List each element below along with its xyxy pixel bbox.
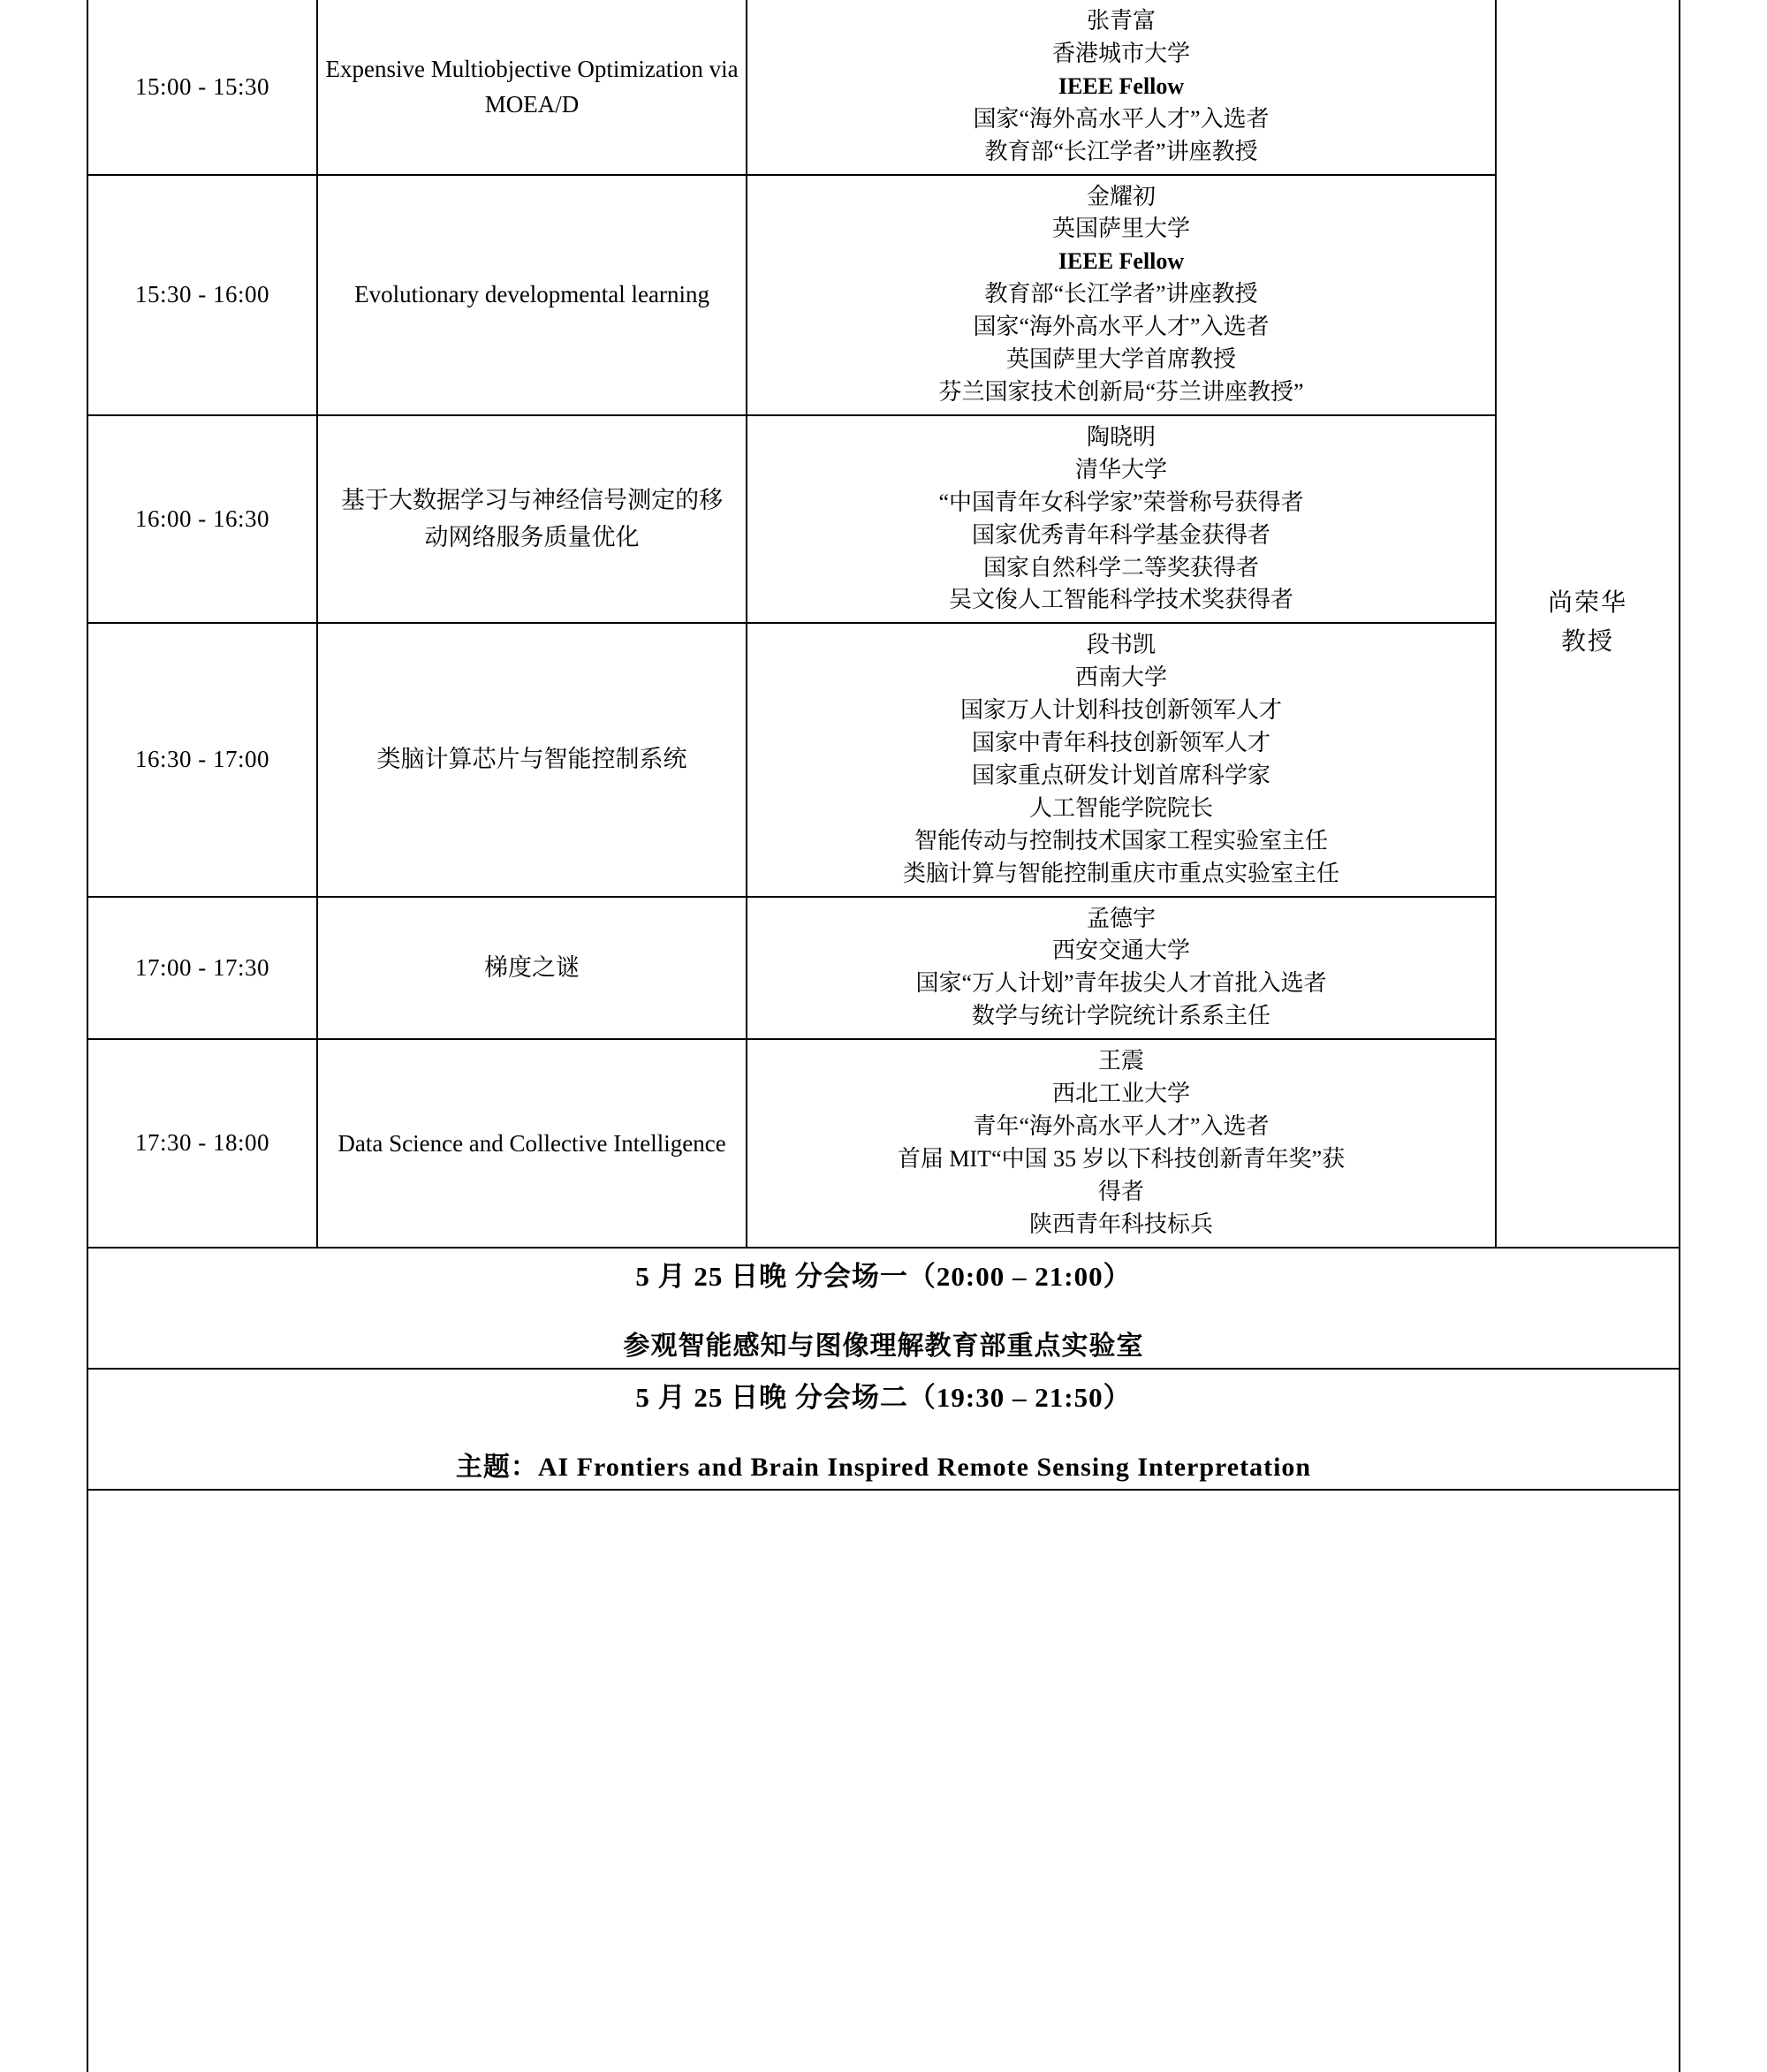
cell-title: 类脑计算芯片与智能控制系统 <box>317 623 747 896</box>
speaker-line: 国家自然科学二等奖获得者 <box>983 554 1260 581</box>
speaker-line: 英国萨里大学 <box>1052 216 1191 242</box>
speaker-line: 西南大学 <box>1075 664 1168 691</box>
speaker-line: 西北工业大学 <box>1052 1081 1191 1107</box>
cell-time: 15:30 - 16:00 <box>87 175 317 415</box>
cell-title: Expensive Multiobjective Optimization via MOEA/D <box>317 0 747 175</box>
table-row <box>87 0 1680 175</box>
speaker-line: 陶晓明 <box>1087 423 1157 450</box>
speaker-line: 教育部“长江学者”讲座教授 <box>984 138 1258 164</box>
cell-speaker <box>747 897 1496 1040</box>
table-row <box>87 415 1680 623</box>
session-band-row <box>87 1248 1680 1369</box>
speaker-line: 王震 <box>1098 1048 1145 1074</box>
table-row <box>87 897 1680 1040</box>
speaker-line: 国家“万人计划”青年拔尖人才首批入选者 <box>915 970 1327 997</box>
cell-time: 15:00 - 15:30 <box>87 0 317 175</box>
cell-speaker <box>747 623 1496 896</box>
cell-time: 16:30 - 17:00 <box>87 623 317 896</box>
speaker-line: “中国青年女科学家”荣誉称号获得者 <box>938 489 1304 515</box>
cell-title: 基于大数据学习与神经信号测定的移动网络服务质量优化 <box>317 415 747 623</box>
speaker-line: 智能传动与控制技术国家工程实验室主任 <box>914 827 1329 854</box>
cell-time: 17:30 - 18:00 <box>87 1039 317 1247</box>
session-band <box>87 1248 1680 1369</box>
host-title: 教授 <box>1560 628 1614 657</box>
cell-speaker <box>747 415 1496 623</box>
speaker-line: 国家优秀青年科学基金获得者 <box>972 521 1271 548</box>
speaker-line: 英国萨里大学首席教授 <box>1006 346 1237 373</box>
speaker-line: 青年“海外高水平人才”入选者 <box>973 1113 1270 1139</box>
speaker-line: 张青富 <box>1087 8 1157 34</box>
speaker-line: 陕西青年科技标兵 <box>1029 1211 1214 1237</box>
speaker-line: 清华大学 <box>1075 456 1168 482</box>
speaker-line: 国家万人计划科技创新领军人才 <box>960 697 1283 724</box>
cell-title: Data Science and Collective Intelligence <box>317 1039 747 1247</box>
speaker-line: 教育部“长江学者”讲座教授 <box>984 281 1258 307</box>
cell-speaker <box>747 0 1496 175</box>
table-row <box>87 1039 1680 1247</box>
speaker-line: 得者 <box>1098 1178 1145 1204</box>
speaker-line: 孟德宇 <box>1087 905 1157 931</box>
speaker-line: 国家“海外高水平人才”入选者 <box>973 105 1270 132</box>
cell-time: 16:00 - 16:30 <box>87 415 317 623</box>
cell-title: Evolutionary developmental learning <box>317 175 747 415</box>
speaker-line: IEEE Fellow <box>1058 72 1185 99</box>
speaker-line: 首届 MIT“中国 35 岁以下科技创新青年奖”获 <box>897 1145 1346 1172</box>
agenda-table <box>87 0 1680 1491</box>
table-row <box>87 623 1680 896</box>
session-band-heading: 5 月 25 日晚 分会场二（19:30 – 21:50） <box>635 1381 1132 1413</box>
cell-time: 17:00 - 17:30 <box>87 897 317 1040</box>
cell-host <box>1496 0 1680 1248</box>
speaker-line: 国家中青年科技创新领军人才 <box>972 730 1271 756</box>
speaker-line: 数学与统计学院统计系系主任 <box>972 1003 1271 1029</box>
session-band-subheading: 参观智能感知与图像理解教育部重点实验室 <box>623 1331 1144 1361</box>
cell-speaker <box>747 1039 1496 1247</box>
speaker-line: 人工智能学院院长 <box>1029 794 1214 821</box>
speaker-line: 香港城市大学 <box>1052 40 1191 66</box>
session-band-heading: 5 月 25 日晚 分会场一（20:00 – 21:00） <box>635 1260 1132 1292</box>
speaker-line: 金耀初 <box>1087 183 1157 209</box>
speaker-line: 类脑计算与智能控制重庆市重点实验室主任 <box>903 860 1340 886</box>
speaker-line: 国家“海外高水平人才”入选者 <box>973 314 1270 340</box>
speaker-line: 吴文俊人工智能科学技术奖获得者 <box>949 587 1294 613</box>
session-band-subheading: 主题：AI Frontiers and Brain Inspired Remote Sensing Interpretation <box>455 1452 1312 1482</box>
host-name: 尚荣华 <box>1547 588 1627 617</box>
session-band <box>87 1369 1680 1490</box>
session-band-row <box>87 1369 1680 1490</box>
speaker-line: 段书凯 <box>1087 632 1157 658</box>
speaker-line: 芬兰国家技术创新局“芬兰讲座教授” <box>938 378 1304 405</box>
speaker-line: 西安交通大学 <box>1052 937 1191 964</box>
speaker-line: IEEE Fellow <box>1058 248 1185 275</box>
cell-speaker <box>747 175 1496 415</box>
speaker-line: 国家重点研发计划首席科学家 <box>972 762 1271 788</box>
table-row <box>87 175 1680 415</box>
cell-title: 梯度之谜 <box>317 897 747 1040</box>
